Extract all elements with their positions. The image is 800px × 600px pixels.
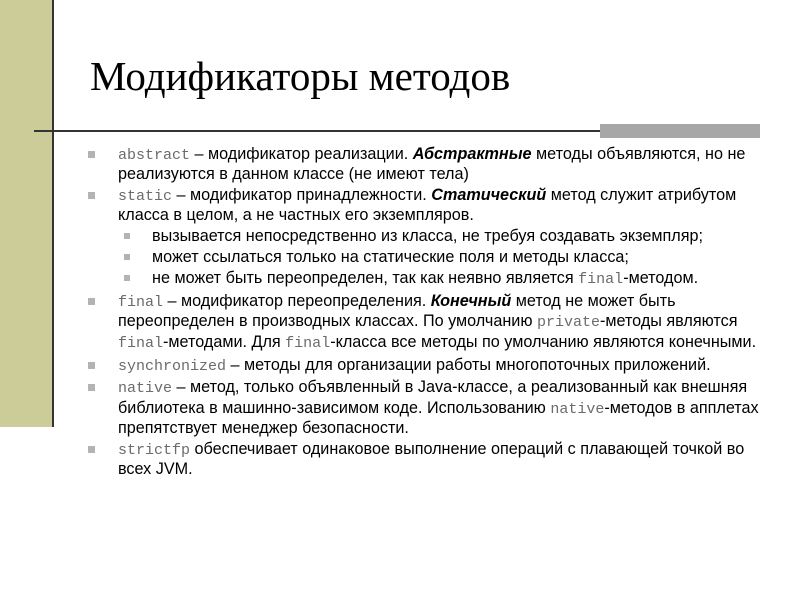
text-fragment: метод служит атрибутом класса в целом, а не частных его экземпляров. xyxy=(118,186,737,225)
code-keyword: final xyxy=(118,334,164,352)
bullet-item xyxy=(88,356,768,376)
emphasis-text: Абстрактные xyxy=(412,145,532,163)
bullet-item xyxy=(88,292,768,353)
text-fragment: -класса все методы по умолчанию являются конечными. xyxy=(330,332,757,351)
bullet-item xyxy=(88,145,768,184)
emphasis-text: Статический xyxy=(431,186,547,205)
text-fragment: может ссылаться только на статические поля и методы класса; xyxy=(152,248,629,267)
bullet-item xyxy=(88,378,768,437)
code-keyword: final xyxy=(285,334,331,352)
square-bullet-icon xyxy=(88,384,95,391)
code-keyword: final xyxy=(578,271,624,289)
text-fragment: – модификатор реализации. xyxy=(190,145,413,163)
sub-bullet-item xyxy=(88,248,768,266)
code-keyword: native xyxy=(118,380,173,398)
code-keyword: native xyxy=(550,400,605,418)
square-bullet-icon xyxy=(88,446,95,453)
square-bullet-icon xyxy=(88,192,95,199)
bullet-list xyxy=(88,145,768,481)
code-keyword: static xyxy=(118,188,173,206)
text-fragment: -методами. Для xyxy=(163,332,286,351)
text-fragment: – методы для организации работы многопоточных приложений. xyxy=(226,355,711,374)
text-fragment: -методы являются xyxy=(599,312,738,331)
code-keyword: abstract xyxy=(118,147,191,164)
text-fragment: – модификатор переопределения. xyxy=(163,292,431,311)
divider-accent-block xyxy=(600,124,760,138)
text-fragment: метод не может быть переопределен в производных классах. По умолчанию xyxy=(118,292,676,331)
text-fragment: – метод, только объявленный в Java-классе, а реализованный как внешняя библиотека в машинно-зависимом коде. Использованию xyxy=(118,378,748,417)
square-bullet-icon xyxy=(88,298,95,305)
emphasis-text: Конечный xyxy=(430,292,512,311)
text-fragment: -методом. xyxy=(623,269,699,288)
square-bullet-icon xyxy=(124,233,130,239)
bullet-item xyxy=(88,440,768,479)
slide-title: Модификаторы методов xyxy=(90,53,511,99)
side-decoration-band xyxy=(0,0,52,427)
square-bullet-icon xyxy=(124,254,130,260)
text-fragment: – модификатор принадлежности. xyxy=(172,186,432,205)
code-keyword: strictfp xyxy=(118,441,191,459)
text-fragment: вызывается непосредственно из класса, не требуя создавать экземпляр; xyxy=(152,227,703,246)
code-keyword: synchronized xyxy=(118,357,227,375)
text-fragment: не может быть переопределен, так как неявно является xyxy=(152,269,579,288)
side-decoration-line xyxy=(52,0,54,427)
text-fragment: обеспечивает одинаковое выполнение операций с плавающей точкой во всех JVM. xyxy=(118,439,745,479)
code-keyword: final xyxy=(118,294,164,312)
square-bullet-icon xyxy=(88,151,95,158)
text-fragment: методы объявляются, но не реализуются в данном классе (не имеют тела) xyxy=(118,145,746,184)
square-bullet-icon xyxy=(124,275,130,281)
square-bullet-icon xyxy=(88,362,95,369)
bullet-item xyxy=(88,186,768,225)
text-fragment: -методов в апплетах препятствует менеджер безопасности. xyxy=(118,398,759,438)
sub-bullet-item xyxy=(88,269,768,289)
sub-bullet-item xyxy=(88,227,768,245)
code-keyword: private xyxy=(536,314,600,332)
